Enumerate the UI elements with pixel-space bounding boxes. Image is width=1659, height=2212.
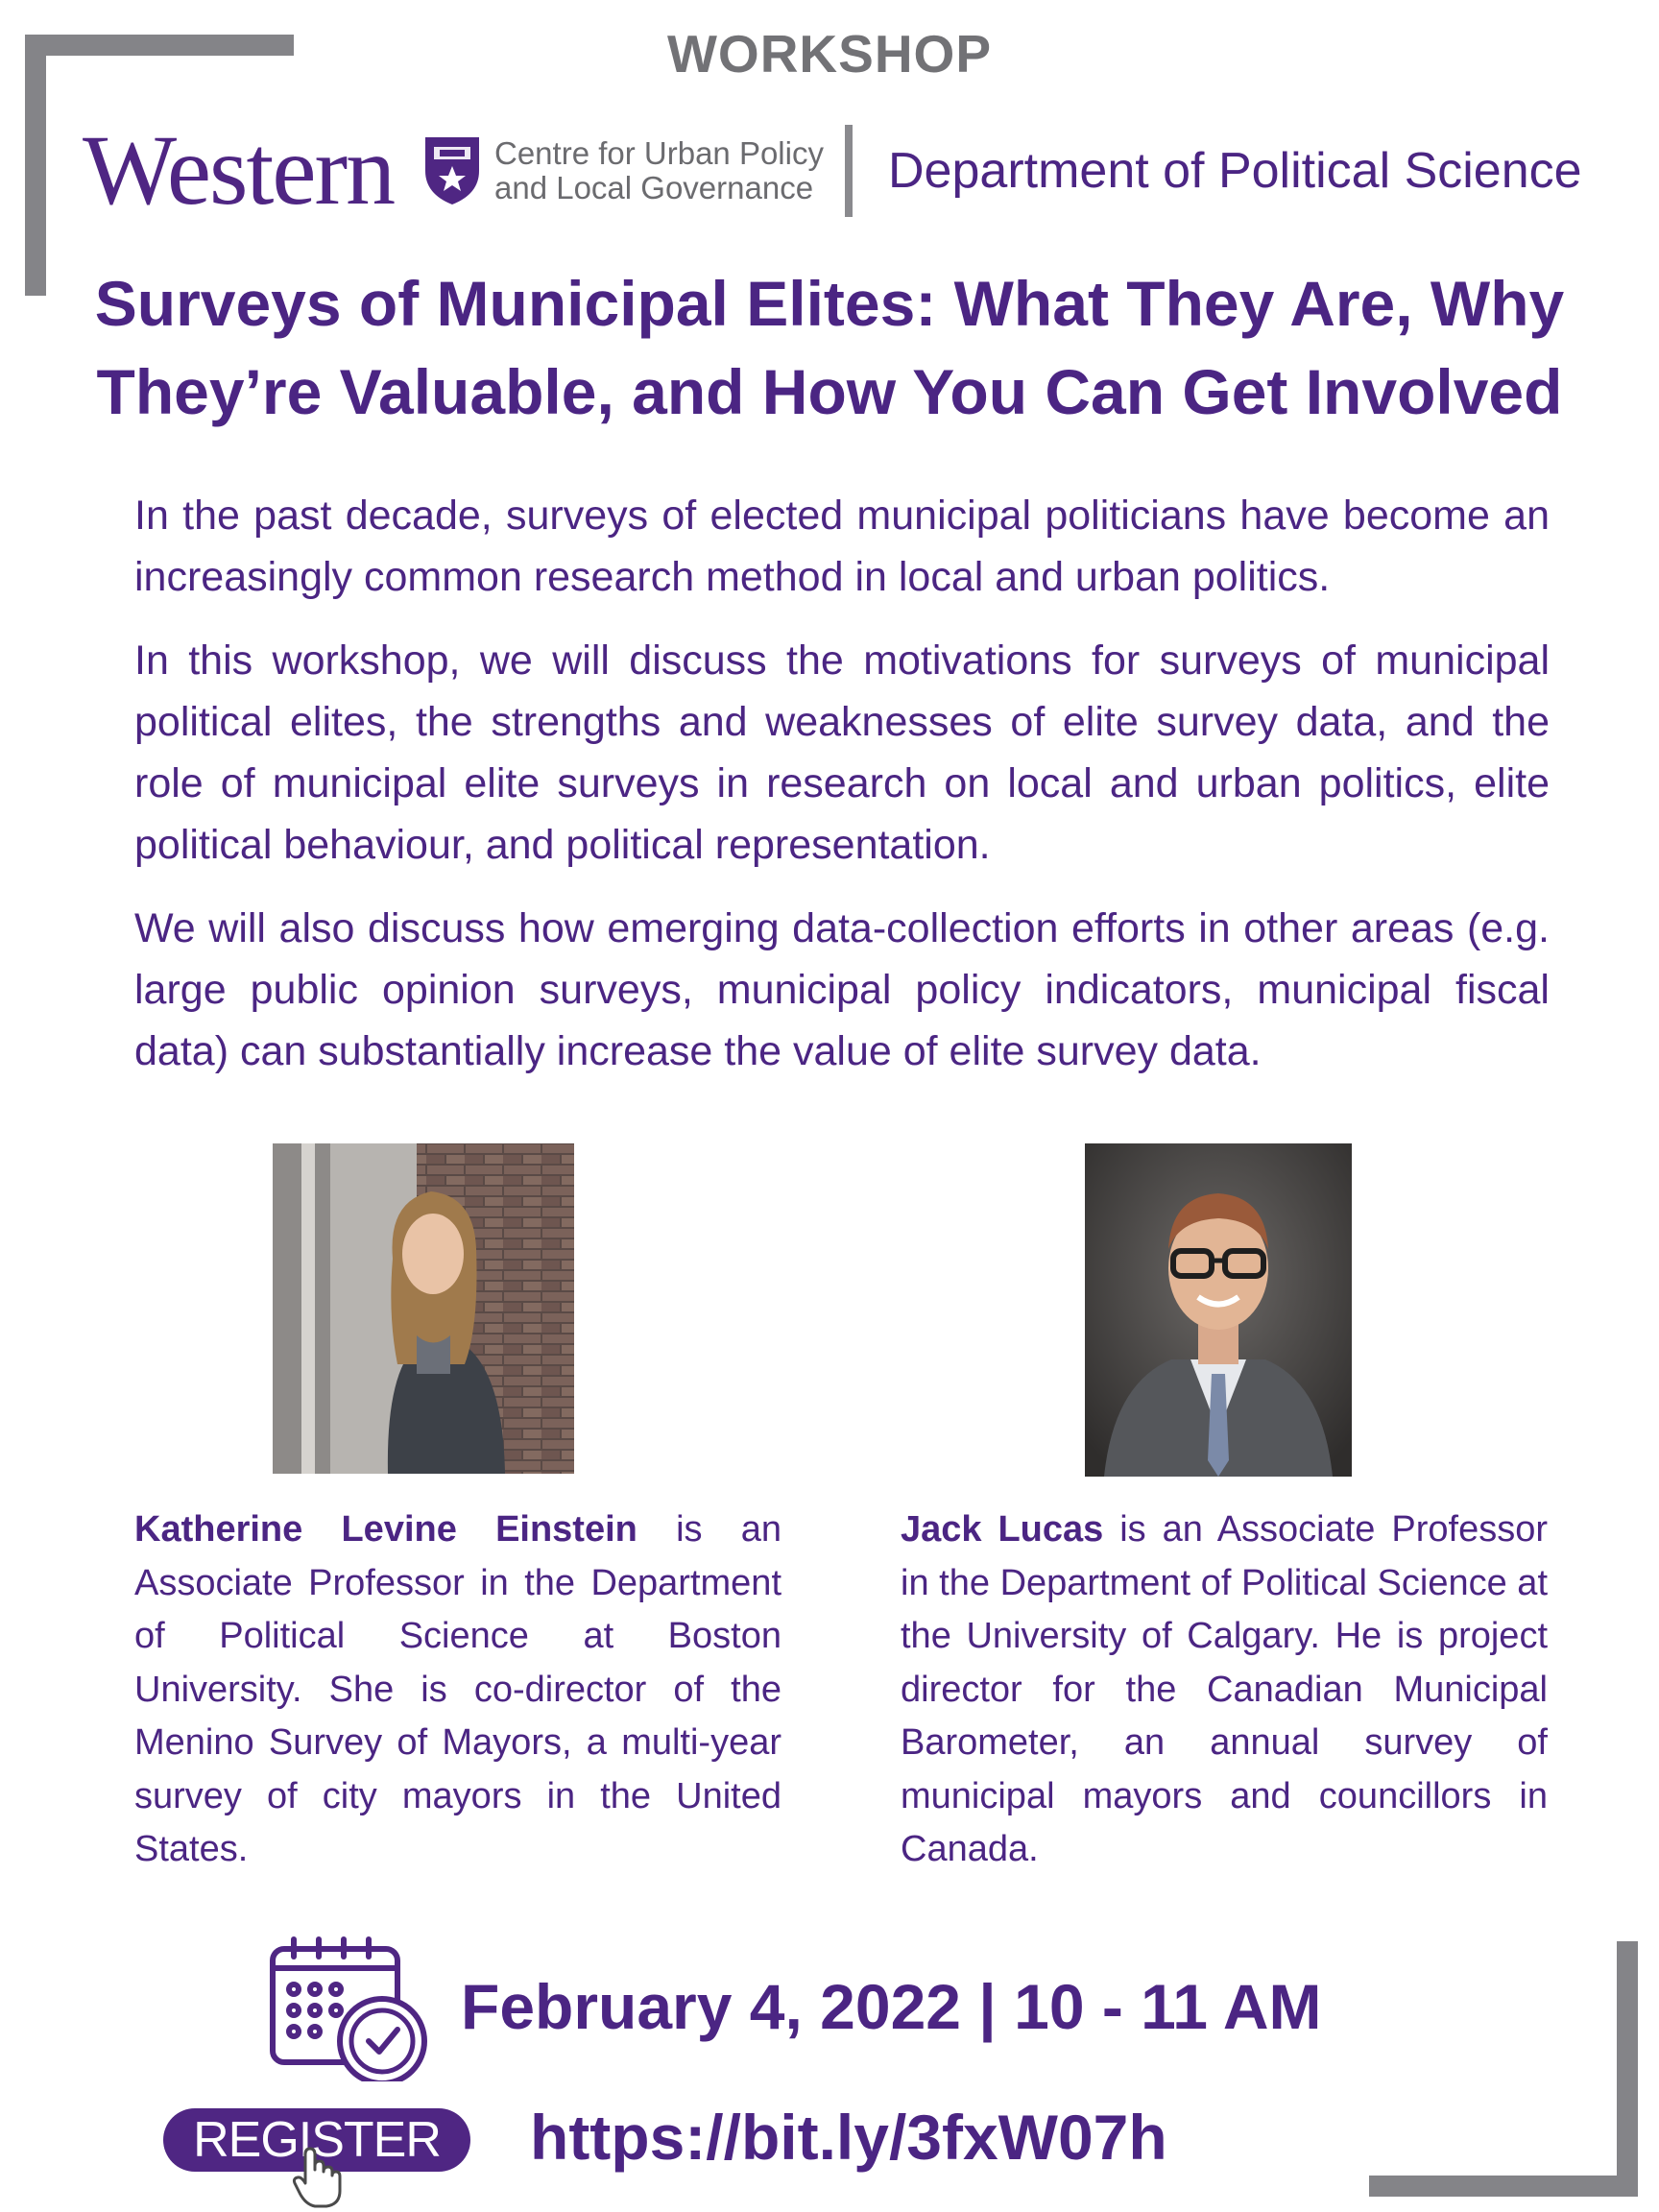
centre-name-line1: Centre for Urban Policy: [494, 135, 824, 171]
speaker-name-einstein: Katherine Levine Einstein: [134, 1509, 637, 1550]
western-shield-icon: [422, 134, 482, 207]
centre-name-line2: and Local Governance: [494, 170, 814, 205]
register-button-label: REGISTER: [193, 2112, 441, 2168]
speaker-name-lucas: Jack Lucas: [901, 1509, 1104, 1550]
centre-name: [494, 136, 824, 205]
speaker-photo-einstein: [273, 1143, 574, 1474]
description-paragraph-1: In the past decade, surveys of elected municipal politicians have become an increasingly common research method in local and urban politics.: [134, 493, 1550, 600]
western-wordmark-logo: Western: [83, 115, 395, 226]
registration-url-link[interactable]: https://bit.ly/3fxW07h: [530, 2102, 1167, 2173]
description-paragraph-3: We will also discuss how emerging data-collection efforts in other areas (e.g. large public opinion surveys, municipal policy indicators, municipal fiscal data) can substantially increase the value of elite survey data.: [134, 905, 1550, 1074]
corner-bracket-bottom-right: [1369, 1941, 1638, 2197]
header-divider: [845, 125, 853, 217]
title-line2: They’re Valuable, and How You Can Get Involved: [96, 356, 1563, 427]
speaker-description-lucas: is an Associate Professor in the Department of Political Science at the University of Calgary. He is project director for the Canadian Municipal Barometer, an annual survey of municipal mayors and councillors in Canada.: [901, 1509, 1548, 1869]
calendar-clock-icon: [269, 1936, 430, 2081]
description: [134, 485, 1550, 1104]
pointer-hand-icon: [292, 2147, 342, 2208]
speaker-bio-einstein: [134, 1503, 781, 1877]
speaker-bio-lucas: [901, 1503, 1548, 1877]
workshop-kicker: WORKSHOP: [667, 24, 992, 84]
title-line1: Surveys of Municipal Elites: What They Are, Why: [94, 268, 1565, 339]
speaker-photo-lucas: [1085, 1143, 1352, 1477]
event-date-time: February 4, 2022 | 10 - 11 AM: [461, 1971, 1322, 2042]
page-title: [58, 259, 1601, 436]
speaker-description-einstein: is an Associate Professor in the Department of Political Science at Boston University. She is co-director of the Menino Survey of Mayors, a multi-year survey of city mayors in the United States.: [134, 1509, 781, 1869]
department-name: Department of Political Science: [888, 143, 1582, 199]
description-paragraph-2: In this workshop, we will discuss the motivations for surveys of municipal political elites, the strengths and weaknesses of elite survey data, and the role of municipal elite surveys in research on local and urban politics, elite political behaviour, and political representation.: [134, 637, 1550, 868]
